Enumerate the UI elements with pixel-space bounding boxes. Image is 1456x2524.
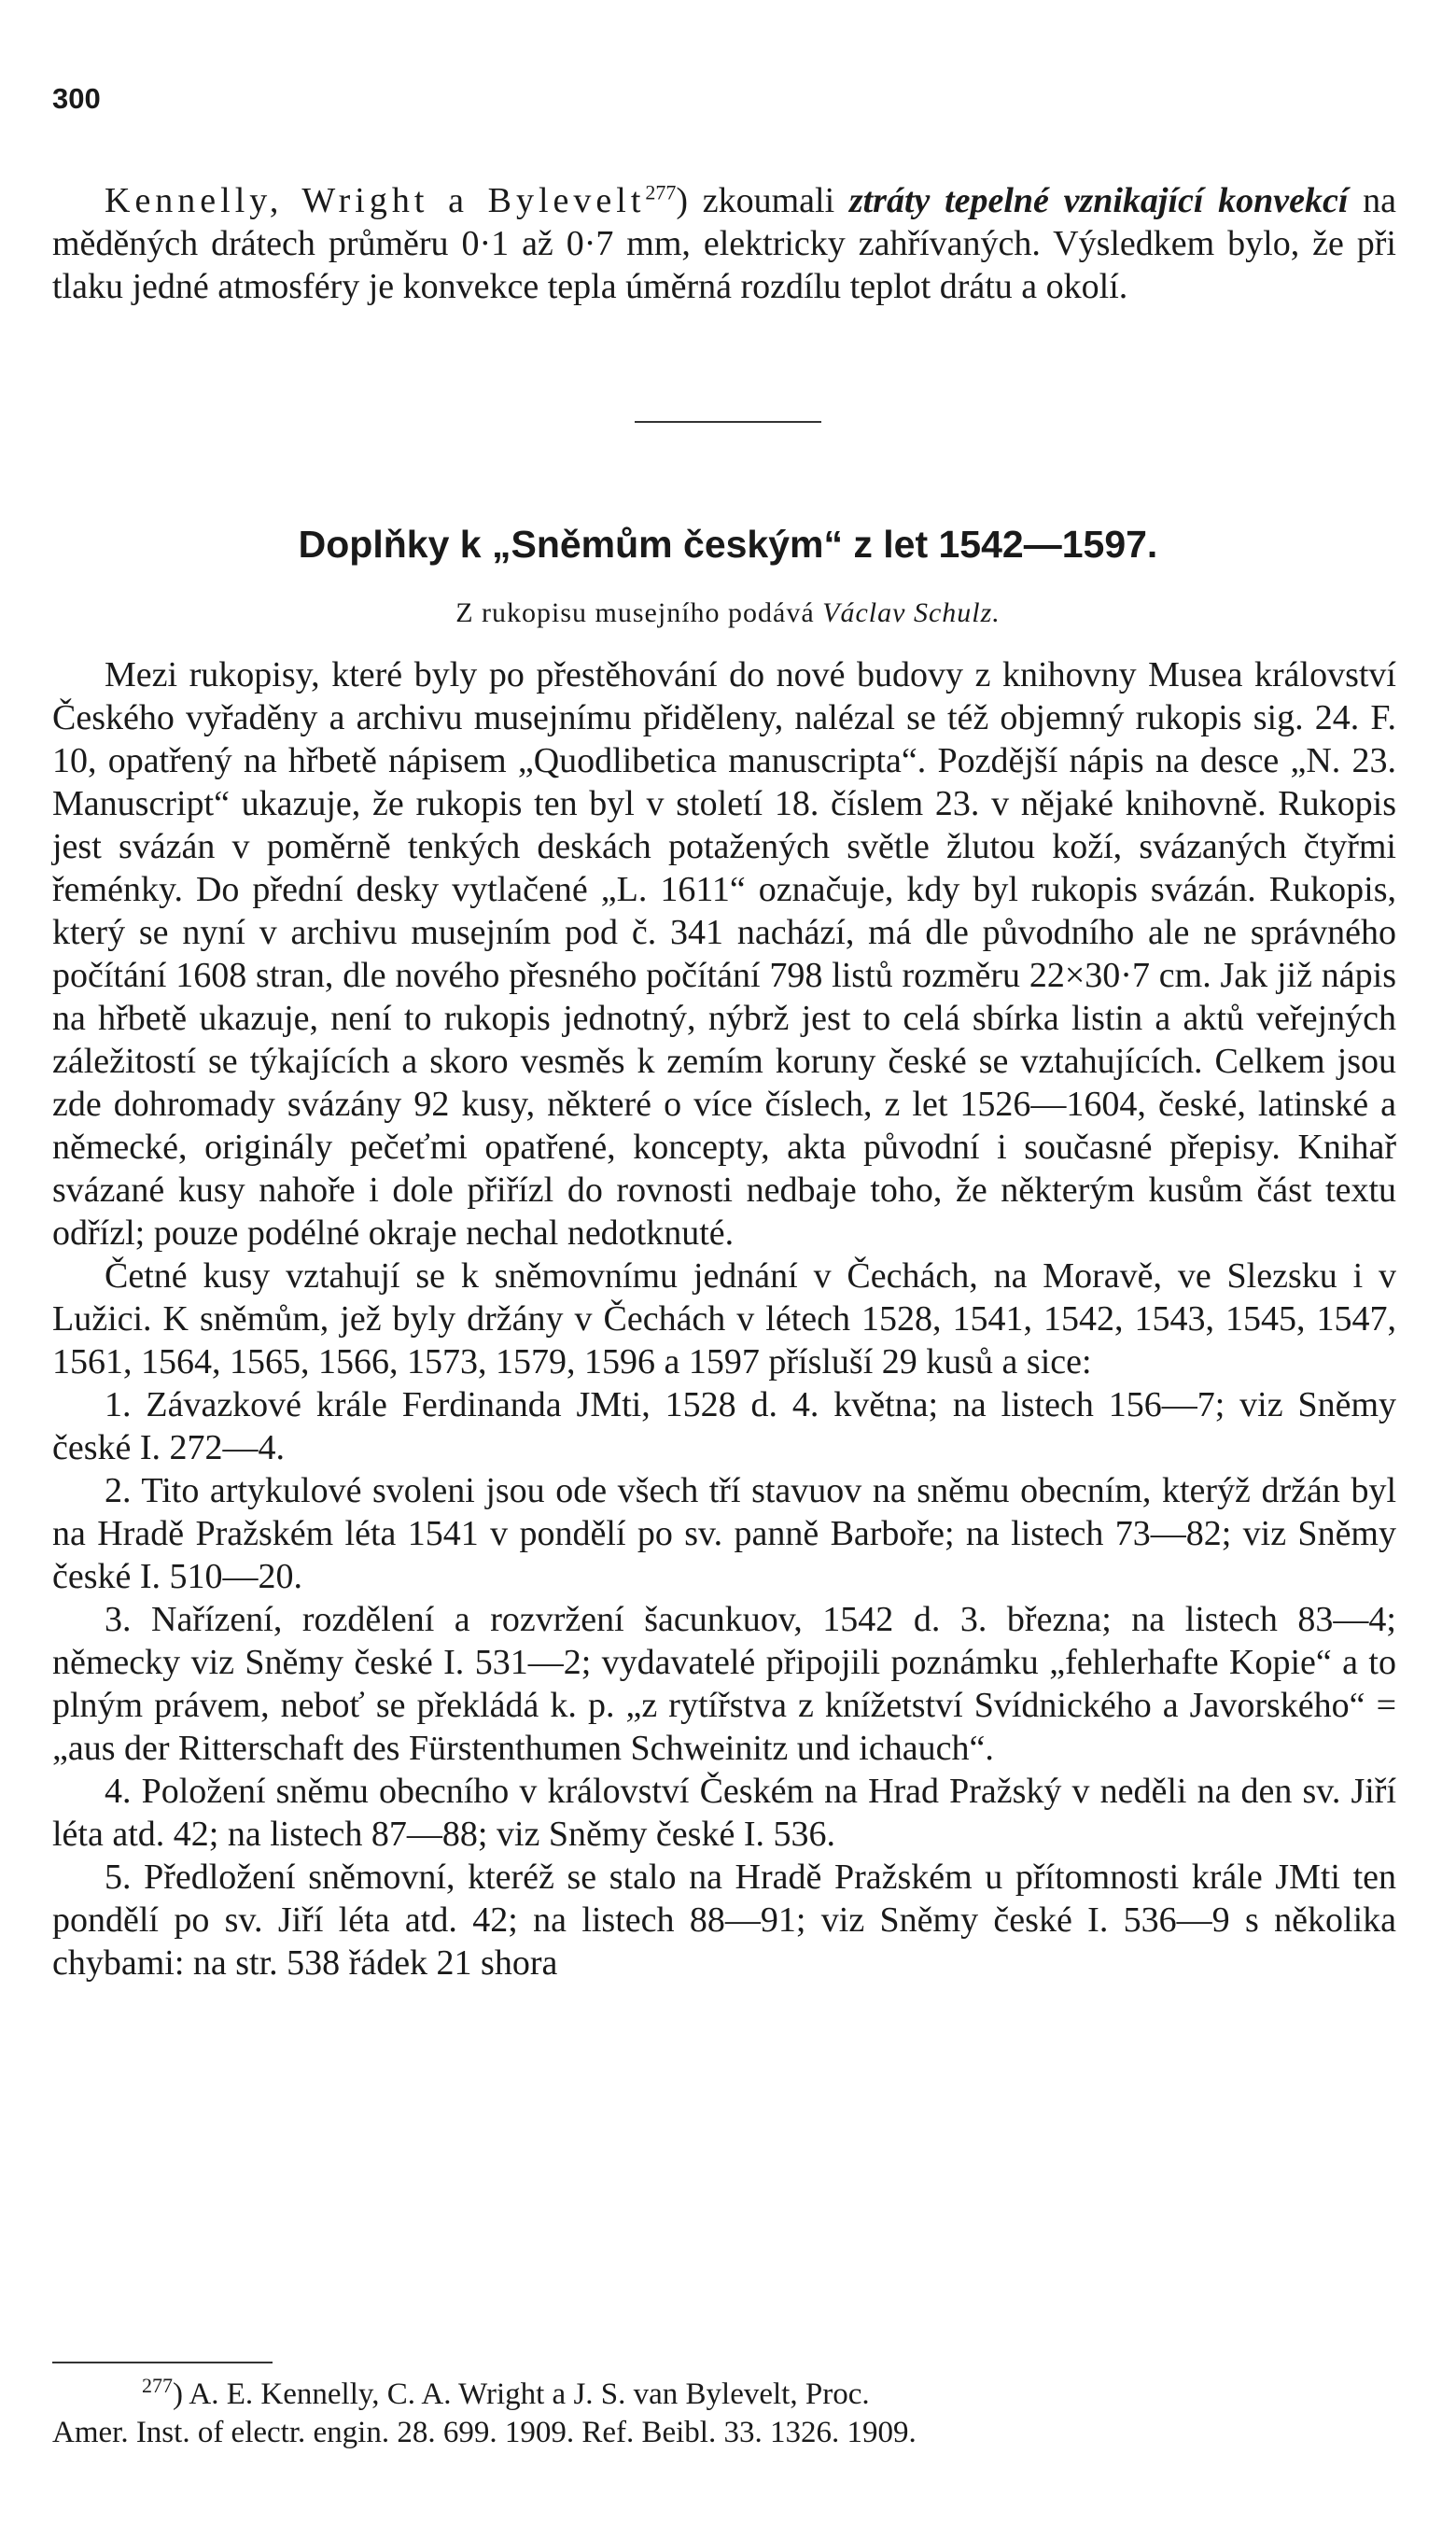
subheading-author: Václav Schulz. (822, 597, 1001, 628)
footnote (52, 2376, 1396, 2452)
page-number: 300 (52, 82, 101, 115)
intro-text-before: ) zkoumali (676, 181, 849, 220)
subheading-prefix: Z rukopisu musejního podává (455, 597, 823, 628)
section-heading: Doplňky k „Sněmům českým“ z let 1542—1597. (298, 523, 1158, 566)
list-item-3: 3. Nařízení, rozdělení a rozvržení šacunkuov, 1542 d. 3. března; na listech 83—4; německy viz Sněmy české I. 531—2; vydavatelé připojili poznámku „fehlerhafte Kopie“ a to plným právem, neboť se překládá k. p. „z rytířstva z knížetství Svídnického a Javorského“ = „aus der Ritterschaft des Fürstenthumen Schweinitz und ichauch“. (52, 1600, 1396, 1768)
intro-authors: Kennelly, Wright a Bylevelt (105, 181, 646, 220)
list-item-1: 1. Závazkové krále Ferdinanda JMti, 1528 d. 4. května; na listech 156—7; viz Sněmy české I. 272—4. (52, 1385, 1396, 1467)
footnote-line-2: Amer. Inst. of electr. engin. 28. 699. 1909. Ref. Beibl. 33. 1326. 1909. (52, 2416, 917, 2449)
paragraph-manuscript-description: Mezi rukopisy, které byly po přestěhování do nové budovy z knihovny Musea království Českého vyřaděny a archivu musejnímu přiděleny, nalézal se též objemný rukopis sig. 24. F. 10, opatřený na hřbetě nápisem „Quodlibetica manuscripta“. Pozdější nápis na desce „N. 23. Manuscript“ ukazuje, že rukopis ten byl v století 18. číslem 23. v nějaké knihovně. Rukopis jest svázán v poměrně tenkých deskách potažených světle žlutou koží, svázaných čtyřmi řeménky. Do přední desky vytlačené „L. 1611“ označuje, kdy byl rukopis svázán. Rukopis, který se nyní v archivu musejním pod č. 341 nachází, má dle původního ale ne správného počítání 1608 stran, dle nového přesného počítání 798 listů rozměru 22×30·7 cm. Jak již nápis na hřbetě ukazuje, není to rukopis jednotný, nýbrž jest to celá sbírka listin a aktů veřejných záležitostí se týkajících a skoro vesměs k zemím koruny české se vztahujících. Celkem jsou zde dohromady svázány 92 kusy, některé o více číslech, z let 1526—1604, české, latinské a německé, originály pečeťmi opatřené, koncepty, akta původní i současné přepisy. Knihař svázané kusy nahoře i dole přiřízl do rovnosti nedbaje toho, že některým kusům část textu odřízl; pouze podélné okraje nechal nedotknuté. (52, 655, 1396, 1253)
intro-italic-phrase: ztráty tepelné vznikající konvekcí (848, 181, 1349, 220)
section-subheading (0, 597, 1456, 629)
intro-paragraph (52, 179, 1396, 308)
footnote-divider (52, 2362, 273, 2363)
footnote-line-1: $^{277}$) A. E. Kennelly, C. A. Wright a J. S. van Bylevelt, Proc. (142, 2374, 870, 2411)
intro-text-after: na měděných drátech průměru 0·1 až 0·7 mm, elektricky zahřívaných. Výsledkem bylo, že při tlaku jedné atmosféry je konvekce tepla úměrná rozdílu teplot drátu a okolí. (52, 181, 1396, 306)
list-item-4: 4. Položení sněmu obecního v království Českém na Hrad Pražský v neděli na den sv. Jiří léta atd. 42; na listech 87—88; viz Sněmy české I. 536. (52, 1772, 1396, 1854)
paragraph-diet-documents: Četné kusy vztahují se k sněmovnímu jednání v Čechách, na Moravě, ve Slezsku i v Lužici. K sněmům, jež byly držány v Čechách v létech 1528, 1541, 1542, 1543, 1545, 1547, 1561, 1564, 1565, 1566, 1573, 1579, 1596 a 1597 přísluší 29 kusů a sice: (52, 1256, 1396, 1381)
main-text (52, 653, 1396, 1984)
list-item-2: 2. Tito artykulové svoleni jsou ode všech tří stavuov na sněmu obecním, kterýž držán byl na Hradě Pražském léta 1541 v pondělí po sv. panně Barboře; na listech 73—82; viz Sněmy české I. 510—20. (52, 1471, 1396, 1596)
section-divider (635, 421, 821, 423)
intro-footnote-ref[interactable]: 277 (645, 180, 677, 204)
footnote-marker: 277 (142, 2374, 173, 2397)
list-item-5: 5. Předložení sněmovní, kteréž se stalo na Hradě Pražském u přítomnosti krále JMti ten pondělí po sv. Jiří léta atd. 42; na listech 88—91; viz Sněmy české I. 536—9 s několika chybami: na str. 538 řádek 21 shora (52, 1858, 1396, 1983)
